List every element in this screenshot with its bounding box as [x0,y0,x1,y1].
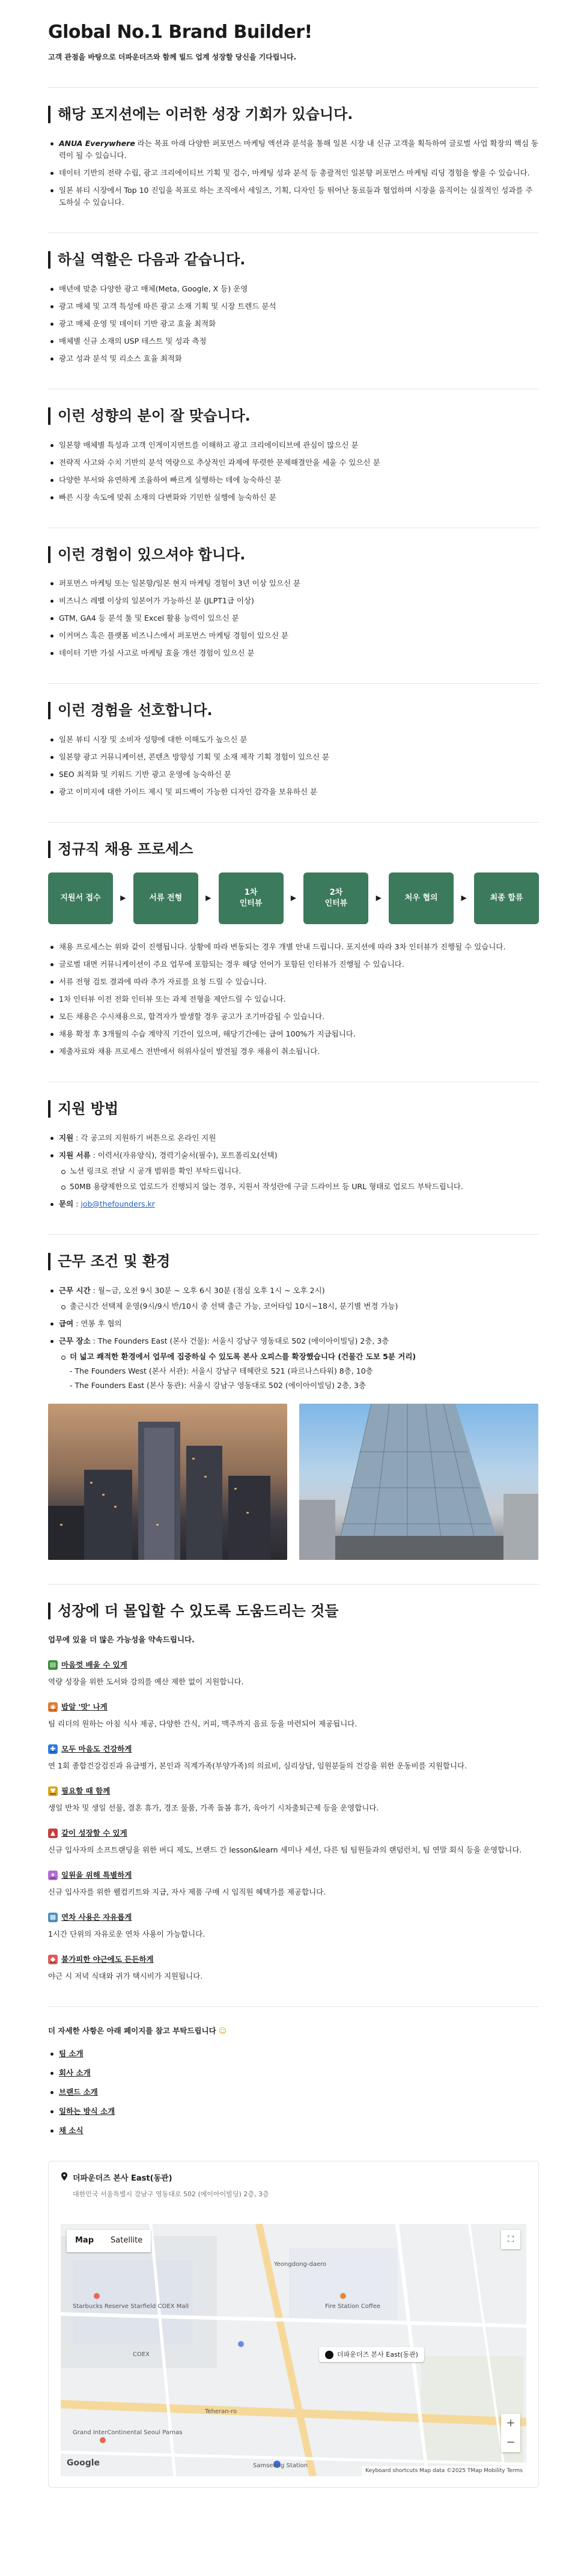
arrow-right-icon: ▶ [290,894,297,903]
divider [48,1234,539,1235]
section-preferred [48,702,539,798]
map-tab-satellite[interactable]: Satellite [111,2235,143,2245]
map-poi-label: Yeongdong-daero [274,2261,327,2268]
location-pin-icon [61,2172,68,2185]
benefit-text: 생일 반차 및 생일 선물, 결혼 휴가, 경조 물품, 가족 돌봄 휴가, 육아기 시차출퇴근제 등을 운영합니다. [48,1803,379,1813]
list-item: 퍼포먼스 마케팅 또는 일본향/일본 현지 마케팅 경험이 3년 이상 있으신 분 [48,577,539,589]
map-poi-label: Teheran-ro [205,2408,237,2415]
map-pin-icon [325,2351,333,2359]
process-step-interview-2: 2차 인터뷰 [303,872,368,924]
divider [48,2006,539,2007]
section-role [48,251,539,365]
list-item: 채용 확정 후 3개월의 수습 계약직 기간이 있으며, 해당기간에는 급여 100%가 지급됩니다. [48,1028,539,1040]
family-icon: ♥ [48,1786,58,1796]
building-east: - The Founders East (본사 동관): 서울시 강남구 영동대로 502 (에이아이빌딩) 2층, 3층 [70,1380,366,1390]
list-item: ANUA Everywhere 라는 목표 아래 다양한 퍼포먼스 마케팅 액션과 분석을 통해 일본 시장 내 신규 고객을 획득하여 글로벌 사업 확장의 핵심 동력이 될 수 있습니다. [48,138,539,162]
list-item: 매년에 맞춘 다양한 광고 매체(Meta, Google, X 등) 운영 [48,283,539,295]
book-icon: ▤ [48,1660,58,1670]
list-item: 광고 매체 운영 및 데이터 기반 광고 효율 최적화 [48,318,539,330]
list-item: 데이터 기반의 전략 수립, 광고 크리에이티브 기획 및 검수, 마케팅 성과 분석 등 총괄적인 일본향 퍼포먼스 마케팅 리딩 경험을 쌓을 수 있습니다. [48,167,539,179]
location-name: 더파운더즈 본사 East(동관) [73,2173,172,2183]
divider [48,683,539,684]
list-item: 비즈니스 레벨 이상의 일본어가 가능하신 분 (JLPT1급 이상) [48,595,539,607]
arrow-right-icon: ▶ [120,894,126,903]
divider [48,87,539,88]
section-heading: 이런 성향의 분이 잘 맞습니다. [48,407,539,425]
process-steps [48,872,539,924]
list-item: 1차 인터뷰 이전 전화 인터뷰 또는 과제 전형을 제안드릴 수 있습니다. [48,993,539,1005]
benefit-title: ◆ 불가피한 야근에도 든든하게 [48,1953,539,1965]
benefit-text: 신규 입사자의 소프트랜딩을 위한 버디 제도, 브랜드 간 lesson&learn 세미나 세션, 다른 팀 팀원들과의 랜덤런치, 팀 연말 회식 등을 운영합니다. [48,1845,522,1855]
benefit-text: 역량 성장을 위한 도서와 강의를 예산 제한 없이 지원합니다. [48,1677,244,1687]
benefit-title: ▦ 연차 사용은 자유롭게 [48,1911,539,1923]
map-poi-label: Starbucks Reserve Starfield COEX Mall [73,2303,189,2310]
section-process [48,841,539,1058]
building-west: - The Founders West (본사 서관): 서울시 강남구 테헤란로 521 (파르나스타워) 8층, 10층 [70,1366,373,1375]
list-item: 채용 프로세스는 위와 같이 진행됩니다. 상황에 따라 변동되는 경우 개별 안내 드립니다. 포지션에 따라 3차 인터뷰가 진행될 수 있습니다. [48,941,539,953]
list-item: 일본향 매체별 특성과 고객 인게이지먼트를 이해하고 광고 크리에이티브에 관심이 많으신 분 [48,439,539,451]
list-item: 전략적 사고와 수치 기반의 분석 역량으로 추상적인 과제에 뚜렷한 문제해결안을 세울 수 있으신 분 [48,457,539,469]
location-card [48,2161,539,2487]
office-photos [48,1404,539,1560]
benefits-intro: 업무에 있을 더 많은 가능성을 약속드립니다. [48,1635,195,1645]
zoom-in-button[interactable]: + [506,2416,516,2429]
location-name-row [61,2172,526,2185]
arrow-right-icon: ▶ [205,894,211,903]
list-item: 지원 서류 : 이력서(자유양식), 경력기술서(필수), 포트폴리오(선택) 노션 링크로 전달 시 공개 범위를 확인 부탁드립니다. 50MB 용량제한으로 업로드가 진행되지 않는 경우, 지원서 작성란에 구글 드라이브 등 URL 형태로 업로드 부탁드립니다. [48,1149,539,1193]
benefit-text: 야근 시 저녁 식대와 귀가 택시비가 지원됩니다. [48,1972,203,1981]
process-step-apply: 지원서 접수 [48,872,113,924]
list-item: 빠른 시장 속도에 맞춰 소재의 다변화와 기민한 실행에 능숙하신 분 [48,492,539,504]
zoom-out-button[interactable]: − [506,2435,516,2449]
list-item: 문의 : job@thefounders.kr [48,1198,539,1210]
list-item: 일본 뷰티 시장 및 소비자 성향에 대한 이해도가 높으신 분 [48,734,539,746]
fullscreen-icon[interactable]: ⛶ [501,2230,520,2249]
arrow-right-icon: ▶ [461,894,467,903]
map-credit[interactable]: Keyboard shortcuts Map data ©2025 TMap Mobility Terms [362,2466,526,2476]
sub-list-item: 노션 링크로 전달 시 공개 범위를 확인 부탁드립니다. [59,1165,539,1177]
benefit-title: ◉ 밥알 '맛' 나게 [48,1701,539,1713]
map-tab-map[interactable]: Map [75,2235,94,2245]
map-poi-label: COEX [133,2351,150,2358]
process-step-negotiation: 처우 협의 [389,872,454,924]
arrow-right-icon: ▶ [376,894,382,903]
list-item: 이커머스 혹은 플랫폼 비즈니스에서 퍼포먼스 마케팅 경험이 있으신 분 [48,630,539,642]
office-photo-west [48,1404,287,1560]
benefit-text: 신규 입사자를 위한 웰컴키트와 지급, 자사 제품 구매 시 임직원 혜택가를 제공합니다. [48,1887,326,1897]
list-item: SEO 최적화 및 키워드 기반 광고 운영에 능숙하신 분 [48,769,539,781]
location-map[interactable] [61,2224,526,2476]
benefit-title: ▲ 같이 성장할 수 있게 [48,1827,539,1839]
section-heading: 이런 경험이 있으셔야 합니다. [48,546,539,564]
list-item: 매체별 신규 소재의 USP 테스트 및 성과 측정 [48,335,539,347]
list-item: 모든 채용은 수시채용으로, 합격자가 발생할 경우 공고가 조기마감될 수 있습니다. [48,1011,539,1023]
list-item: GTM, GA4 등 분석 툴 및 Excel 활용 능력이 있으신 분 [48,612,539,624]
list-item: 일본 뷰티 시장에서 Top 10 진입을 목표로 하는 조직에서 세일즈, 기획, 디자인 등 뛰어난 동료들과 협업하며 시장을 움직이는 실질적인 성과를 주도하실 수 있습니다. [48,184,539,209]
benefit-text: 1시간 단위의 자유로운 연차 사용이 가능합니다. [48,1929,205,1939]
growth-icon: ▲ [48,1828,58,1838]
list-item: 데이터 기반 가설 사고로 마케팅 효율 개선 경험이 있으신 분 [48,647,539,659]
calendar-icon: ▦ [48,1913,58,1922]
map-type-toggle [67,2230,151,2252]
page-subtitle: 고객 관점을 바탕으로 더파운더즈와 함께 빌드 업계 성장할 당신을 기다립니다. [48,53,297,61]
section-heading: 해당 포지션에는 이러한 성장 기회가 있습니다. [48,106,539,123]
map-poi-label: Grand InterContinental Seoul Parnas [73,2429,183,2436]
section-heading: 지원 방법 [48,1100,539,1118]
benefit-title: ✚ 모두 마음도 건강하게 [48,1743,539,1755]
section-required [48,546,539,660]
benefit-text: 팀 리더의 원하는 아침 식사 제공, 다양한 간식, 커피, 맥주까지 음료 등을 마련되어 제공됩니다. [48,1719,357,1729]
office-photo-east [299,1404,538,1560]
section-heading: 성장에 더 몰입할 수 있도록 도움드리는 것들 [48,1603,539,1620]
section-heading: 하실 역할은 다음과 같습니다. [48,251,539,269]
list-item: 글로벌 대면 커뮤니케이션이 주요 업무에 포함되는 경우 해당 언어가 포함된 인터뷰가 진행될 수 있습니다. [48,958,539,970]
more-info-title: 더 자세한 사항은 아래 페이지를 참고 부탁드립니다 ☺ [48,2026,227,2036]
list-item: 제출자료와 채용 프로세스 전반에서 허위사실이 발견될 경우 채용이 취소됩니다. [48,1046,539,1058]
section-benefits [48,1603,539,1983]
list-item: 광고 성과 분석 및 리소스 효율 최적화 [48,353,539,365]
list-item: 서류 전형 검토 결과에 따라 추가 자료를 요청 드릴 수 있습니다. [48,976,539,988]
divider [48,1584,539,1585]
link-news[interactable]: 채 소식 [48,2125,539,2137]
section-heading: 정규직 채용 프로세스 [48,841,539,858]
food-icon: ◉ [48,1702,58,1712]
list-item: 다양한 부서와 유연하게 조율하여 빠르게 실행하는 데에 능숙하신 분 [48,474,539,486]
benefit-title: ✦ 일원을 위해 특별하게 [48,1869,539,1881]
list-item: 광고 이미지에 대한 가이드 제시 및 피드백이 가능한 디자인 감각을 보유하신 분 [48,786,539,798]
car-icon: ◆ [48,1955,58,1964]
benefit-title: ▤ 마음껏 배울 수 있게 [48,1659,539,1671]
list-item: 광고 매체 및 고객 특성에 따른 광고 소재 기획 및 시장 트렌드 분석 [48,300,539,312]
map-marker-label: 더파운더즈 본사 East(동관) [337,2350,418,2358]
map-poi-label: Fire Station Coffee [325,2303,381,2310]
list-item: 지원 : 각 공고의 지원하기 버튼으로 온라인 지원 [48,1132,539,1144]
list-item: 근무 장소 : The Founders East (본사 건물): 서울시 강남구 영동대로 502 (에이아이빌딩) 2층, 3층 더 넓고 쾌적한 환경에서 업무에 집중하실 수 있도록 본사 오피스를 확장했습니다 (건물간 도보 5분 거리) - The Founders West (본사 서관): 서울시 강남구 테헤란로 521 (파르나스타워) 8층, 10층 - The Founders East (본사 동관): 서울시 강남구 영동대로 502 (에이아이빌딩) 2층, 3층 [48,1335,539,1392]
page-title: Global No.1 Brand Builder! [48,22,312,43]
benefit-text: 연 1회 종합건강검진과 유급병가, 본인과 직계가족(부양가족)의 의료비, 심리상담, 임원분들의 건강을 위한 운동비를 지원합니다. [48,1761,467,1771]
process-step-document: 서류 전형 [133,872,198,924]
section-more-info [48,2025,539,2137]
smile-icon: ☺ [219,2026,227,2036]
link-work-style[interactable]: 일하는 방식 소개 [48,2106,539,2118]
list-item: 일본향 광고 커뮤니케이션, 콘텐츠 방향성 기획 및 소재 제작 기획 경험이 있으신 분 [48,751,539,763]
section-fit [48,407,539,504]
zoom-controls [501,2414,520,2452]
section-heading: 이런 경험을 선호합니다. [48,702,539,719]
section-growth-opportunities [48,106,539,209]
benefit-title: ♥ 필요할 때 함께 [48,1785,539,1797]
sub-list-item: 더 넓고 쾌적한 환경에서 업무에 집중하실 수 있도록 본사 오피스를 확장했습니다 (건물간 도보 5분 거리) - The Founders West (본사 서관): 서울시 강남구 테헤란로 521 (파르나스타워) 8층, 10층 - The Founders East (본사 동관): 서울시 강남구 영동대로 502 (에이아이빌딩) 2층, 3층 [59,1351,539,1392]
list-item: 급여 : 연봉 후 협의 [48,1318,539,1330]
location-address: 대한민국 서울특별시 강남구 영동대로 502 (에이아이빌딩) 2층, 3층 [73,2190,269,2199]
health-icon: ✚ [48,1744,58,1754]
gift-icon: ✦ [48,1871,58,1880]
section-work-conditions [48,1253,539,1560]
section-heading: 근무 조건 및 환경 [48,1253,539,1270]
link-team-intro[interactable]: 팀 소개 [48,2048,539,2060]
process-step-interview-1: 1차 인터뷰 [219,872,284,924]
list-item: 근무 시간 : 월~금, 오전 9시 30분 ~ 오후 6시 30분 (점심 오후 1시 ~ 오후 2시) 출근시간 선택제 운영(9시/9시 반/10시 중 선택 출근 가능, 코어타임 10시~18시, 분기별 변경 가능) [48,1285,539,1312]
map-marker[interactable] [319,2347,424,2363]
sub-list-item: 50MB 용량제한으로 업로드가 진행되지 않는 경우, 지원서 작성란에 구글 드라이브 등 URL 형태로 업로드 부탁드립니다. [59,1181,539,1193]
contact-email-link[interactable]: job@thefounders.kr [81,1199,155,1208]
section-apply [48,1100,539,1210]
sub-list-item: 출근시간 선택제 운영(9시/9시 반/10시 중 선택 출근 가능, 코어타임 10시~18시, 분기별 변경 가능) [59,1300,539,1312]
process-step-join: 최종 합류 [474,872,539,924]
google-logo: Google [67,2458,100,2468]
divider [48,822,539,823]
link-brand-intro[interactable]: 브랜드 소개 [48,2086,539,2098]
link-company-intro[interactable]: 회사 소개 [48,2067,539,2079]
map-poi-label: Samseong Station [253,2462,308,2469]
